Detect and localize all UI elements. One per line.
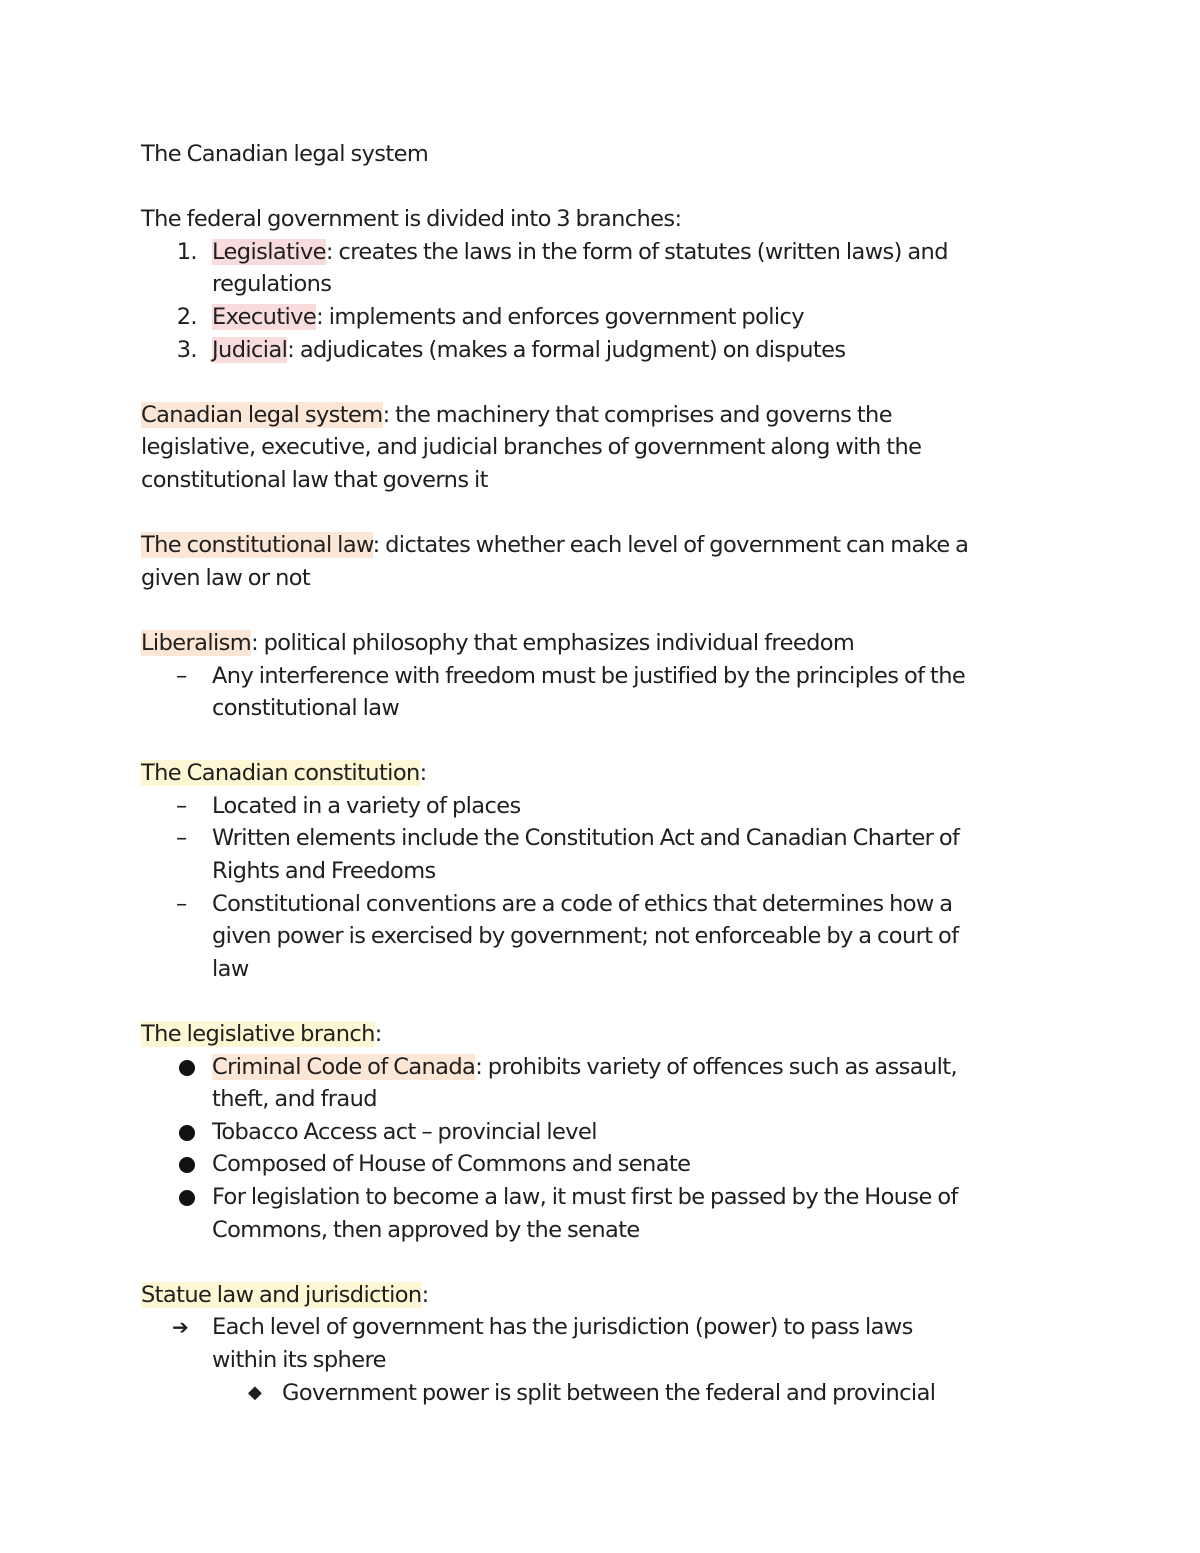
document-title: The Canadian legal system <box>141 141 429 167</box>
branch-text: : creates the laws in the form of statutes (written laws) and <box>325 238 948 265</box>
term-highlight: Criminal Code of Canada <box>212 1053 476 1080</box>
list-item-text: within its sphere <box>212 1346 386 1373</box>
list-item-text: : prohibits variety of offences such as assault, <box>475 1053 958 1080</box>
list-item <box>141 1051 1071 1116</box>
term-highlight: Executive <box>212 303 317 330</box>
list-item <box>141 1377 1071 1410</box>
diamond-bullet-icon: ◆ <box>248 1381 262 1403</box>
list-number: 3. <box>176 336 197 363</box>
list-item-text: Constitutional conventions are a code of ethics that determines how a <box>212 890 953 917</box>
bullet-dot-icon <box>179 1125 195 1141</box>
branch-text: : implements and enforces government policy <box>316 303 805 330</box>
list-item-text: Located in a variety of places <box>212 792 521 819</box>
liberalism-definition <box>141 627 1071 725</box>
list-item-text: constitutional law <box>212 695 400 722</box>
list-item-text: Commons, then approved by the senate <box>212 1216 640 1243</box>
list-item-text: Composed of House of Commons and senate <box>212 1151 691 1178</box>
term-highlight: Canadian legal system <box>141 401 383 428</box>
branch-text: : adjudicates (makes a formal judgment) on disputes <box>287 336 846 363</box>
bullet-dot-icon <box>179 1190 195 1206</box>
list-item-text: Tobacco Access act – provincial level <box>212 1118 597 1145</box>
list-item-text: given power is exercised by government; not enforceable by a court of <box>212 923 959 950</box>
term-highlight: The constitutional law <box>141 532 373 559</box>
definition-text: constitutional law that governs it <box>141 466 488 493</box>
constitution-section <box>141 757 1071 985</box>
dash-bullet: – <box>176 890 187 917</box>
list-item <box>141 660 1071 725</box>
definition-text: : political philosophy that emphasizes individual freedom <box>251 629 855 656</box>
section-heading: The Canadian constitution <box>141 760 420 787</box>
dash-bullet: – <box>176 825 187 852</box>
list-item <box>141 888 1071 986</box>
list-number: 2. <box>176 303 197 330</box>
bullet-dot-icon <box>179 1157 195 1173</box>
list-item-text: Written elements include the Constitution Act and Canadian Charter of <box>212 825 960 852</box>
branch-text: regulations <box>212 271 332 298</box>
document-page <box>141 138 1071 1409</box>
spacer <box>141 497 1071 530</box>
dash-bullet: – <box>176 662 187 689</box>
list-item-text: Government power is split between the federal and provincial <box>282 1379 936 1406</box>
list-item <box>141 1148 1071 1181</box>
statute-law-section <box>141 1279 1071 1409</box>
branch-item-judicial <box>141 334 1071 367</box>
definition-text: legislative, executive, and judicial branches of government along with the <box>141 434 922 461</box>
list-item-text: Any interference with freedom must be justified by the principles of the <box>212 662 966 689</box>
arrow-right-icon: ➔ <box>172 1315 189 1340</box>
spacer <box>141 594 1071 627</box>
list-item <box>141 790 1071 823</box>
spacer <box>141 171 1071 204</box>
list-item-text: law <box>212 955 249 982</box>
list-item-text: Rights and Freedoms <box>212 858 436 885</box>
heading-colon: : <box>419 760 427 787</box>
definition-text: : dictates whether each level of government can make a <box>372 532 969 559</box>
list-item-text: theft, and fraud <box>212 1086 377 1113</box>
branches-intro: The federal government is divided into 3 branches: <box>141 206 682 233</box>
legal-system-definition <box>141 399 1071 497</box>
list-item <box>141 1116 1071 1149</box>
spacer <box>141 366 1071 399</box>
definition-text: given law or not <box>141 564 311 591</box>
legislative-branch-section <box>141 1018 1071 1246</box>
term-highlight: Legislative <box>212 238 326 265</box>
dash-bullet: – <box>176 792 187 819</box>
list-item <box>141 822 1071 887</box>
list-item <box>141 1311 1071 1376</box>
list-item <box>141 1181 1071 1246</box>
term-highlight: Liberalism <box>141 629 252 656</box>
spacer <box>141 725 1071 758</box>
section-heading: Statue law and jurisdiction <box>141 1281 422 1308</box>
list-number: 1. <box>176 238 197 265</box>
list-item-text: Each level of government has the jurisdiction (power) to pass laws <box>212 1314 913 1341</box>
heading-colon: : <box>421 1281 429 1308</box>
constitutional-law-definition <box>141 529 1071 594</box>
term-highlight: Judicial <box>212 336 288 363</box>
heading-colon: : <box>374 1021 382 1048</box>
spacer <box>141 1246 1071 1279</box>
branch-item-legislative <box>141 236 1071 301</box>
branch-item-executive <box>141 301 1071 334</box>
section-heading: The legislative branch <box>141 1021 375 1048</box>
list-item-text: For legislation to become a law, it must first be passed by the House of <box>212 1184 958 1210</box>
bullet-dot-icon <box>179 1060 195 1076</box>
spacer <box>141 985 1071 1018</box>
definition-text: : the machinery that comprises and governs the <box>382 401 892 428</box>
